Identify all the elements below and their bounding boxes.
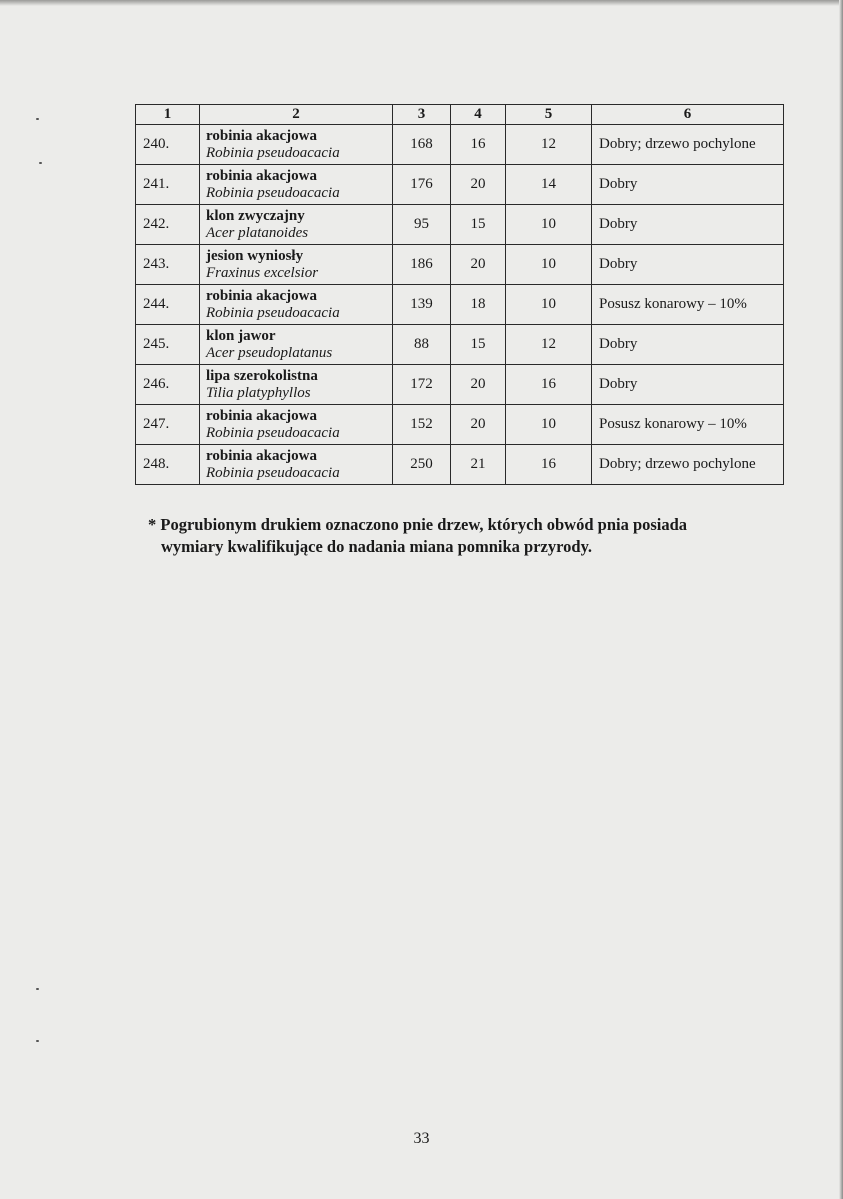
species-cell <box>200 205 393 245</box>
condition-cell: Dobry <box>592 165 784 205</box>
column-header: 6 <box>592 105 784 125</box>
column-header: 4 <box>451 105 506 125</box>
column-4-value: 15 <box>451 325 506 365</box>
scan-speck <box>36 118 39 120</box>
species-latin-name: Tilia platyphyllos <box>206 384 311 401</box>
footnote-line-2: wymiary kwalifikujące do nadania miana pomnika przyrody. <box>161 537 593 556</box>
species-latin-name: Robinia pseudoacacia <box>206 424 340 441</box>
column-3-value: 152 <box>393 405 451 445</box>
column-3-value: 95 <box>393 205 451 245</box>
species-cell <box>200 445 393 485</box>
column-4-value: 20 <box>451 245 506 285</box>
column-4-value: 20 <box>451 365 506 405</box>
condition-cell: Dobry <box>592 205 784 245</box>
column-5-value: 16 <box>506 445 592 485</box>
row-number: 242. <box>136 205 200 245</box>
column-5-value: 16 <box>506 365 592 405</box>
species-latin-name: Acer platanoides <box>206 224 309 241</box>
table-row <box>136 165 784 205</box>
species-cell <box>200 405 393 445</box>
tree-inventory-table <box>135 104 784 485</box>
scan-right-edge <box>839 0 843 1199</box>
species-polish-name: robinia akacjowa <box>206 407 317 424</box>
species-polish-name: lipa szerokolistna <box>206 367 318 384</box>
column-3-value: 168 <box>393 125 451 165</box>
condition-cell: Posusz konarowy – 10% <box>592 285 784 325</box>
table-row <box>136 365 784 405</box>
row-number: 246. <box>136 365 200 405</box>
scan-speck <box>36 988 39 990</box>
condition-cell: Dobry <box>592 365 784 405</box>
row-number: 243. <box>136 245 200 285</box>
species-polish-name: robinia akacjowa <box>206 287 317 304</box>
footnote <box>148 514 768 558</box>
column-5-value: 10 <box>506 245 592 285</box>
column-3-value: 139 <box>393 285 451 325</box>
row-number: 245. <box>136 325 200 365</box>
species-latin-name: Robinia pseudoacacia <box>206 144 340 161</box>
condition-cell: Dobry; drzewo pochylone <box>592 445 784 485</box>
column-3-value: 176 <box>393 165 451 205</box>
row-number: 240. <box>136 125 200 165</box>
scan-top-edge <box>0 0 843 6</box>
species-cell <box>200 365 393 405</box>
column-5-value: 10 <box>506 285 592 325</box>
species-latin-name: Fraxinus excelsior <box>206 264 319 281</box>
page-number: 33 <box>413 1130 430 1147</box>
table-row <box>136 245 784 285</box>
condition-cell: Dobry <box>592 245 784 285</box>
column-header: 3 <box>393 105 451 125</box>
table-row <box>136 325 784 365</box>
species-polish-name: robinia akacjowa <box>206 447 317 464</box>
species-latin-name: Robinia pseudoacacia <box>206 184 340 201</box>
table-row <box>136 445 784 485</box>
scan-speck <box>36 1040 39 1042</box>
species-polish-name: robinia akacjowa <box>206 127 317 144</box>
column-5-value: 10 <box>506 405 592 445</box>
table-row <box>136 205 784 245</box>
column-header: 1 <box>136 105 200 125</box>
column-3-value: 186 <box>393 245 451 285</box>
column-header: 5 <box>506 105 592 125</box>
scan-speck <box>39 162 42 164</box>
column-4-value: 15 <box>451 205 506 245</box>
row-number: 248. <box>136 445 200 485</box>
column-3-value: 88 <box>393 325 451 365</box>
row-number: 244. <box>136 285 200 325</box>
column-5-value: 14 <box>506 165 592 205</box>
species-polish-name: robinia akacjowa <box>206 167 317 184</box>
species-cell <box>200 245 393 285</box>
column-5-value: 10 <box>506 205 592 245</box>
species-cell <box>200 285 393 325</box>
table-row <box>136 285 784 325</box>
species-polish-name: klon jawor <box>206 327 276 344</box>
column-4-value: 16 <box>451 125 506 165</box>
column-header: 2 <box>200 105 393 125</box>
column-4-value: 21 <box>451 445 506 485</box>
column-4-value: 20 <box>451 165 506 205</box>
species-cell <box>200 165 393 205</box>
column-5-value: 12 <box>506 325 592 365</box>
column-3-value: 250 <box>393 445 451 485</box>
column-4-value: 20 <box>451 405 506 445</box>
row-number: 247. <box>136 405 200 445</box>
column-3-value: 172 <box>393 365 451 405</box>
species-cell <box>200 125 393 165</box>
species-latin-name: Robinia pseudoacacia <box>206 464 340 481</box>
column-5-value: 12 <box>506 125 592 165</box>
condition-cell: Posusz konarowy – 10% <box>592 405 784 445</box>
condition-cell: Dobry <box>592 325 784 365</box>
table-row <box>136 405 784 445</box>
table-row <box>136 125 784 165</box>
column-4-value: 18 <box>451 285 506 325</box>
condition-cell: Dobry; drzewo pochylone <box>592 125 784 165</box>
species-latin-name: Robinia pseudoacacia <box>206 304 340 321</box>
species-cell <box>200 325 393 365</box>
species-polish-name: jesion wyniosły <box>206 247 304 264</box>
footnote-line-1: * Pogrubionym drukiem oznaczono pnie drzew, których obwód pnia posiada <box>148 515 688 534</box>
row-number: 241. <box>136 165 200 205</box>
species-polish-name: klon zwyczajny <box>206 207 305 224</box>
table-header-row <box>136 105 784 125</box>
species-latin-name: Acer pseudoplatanus <box>206 344 333 361</box>
